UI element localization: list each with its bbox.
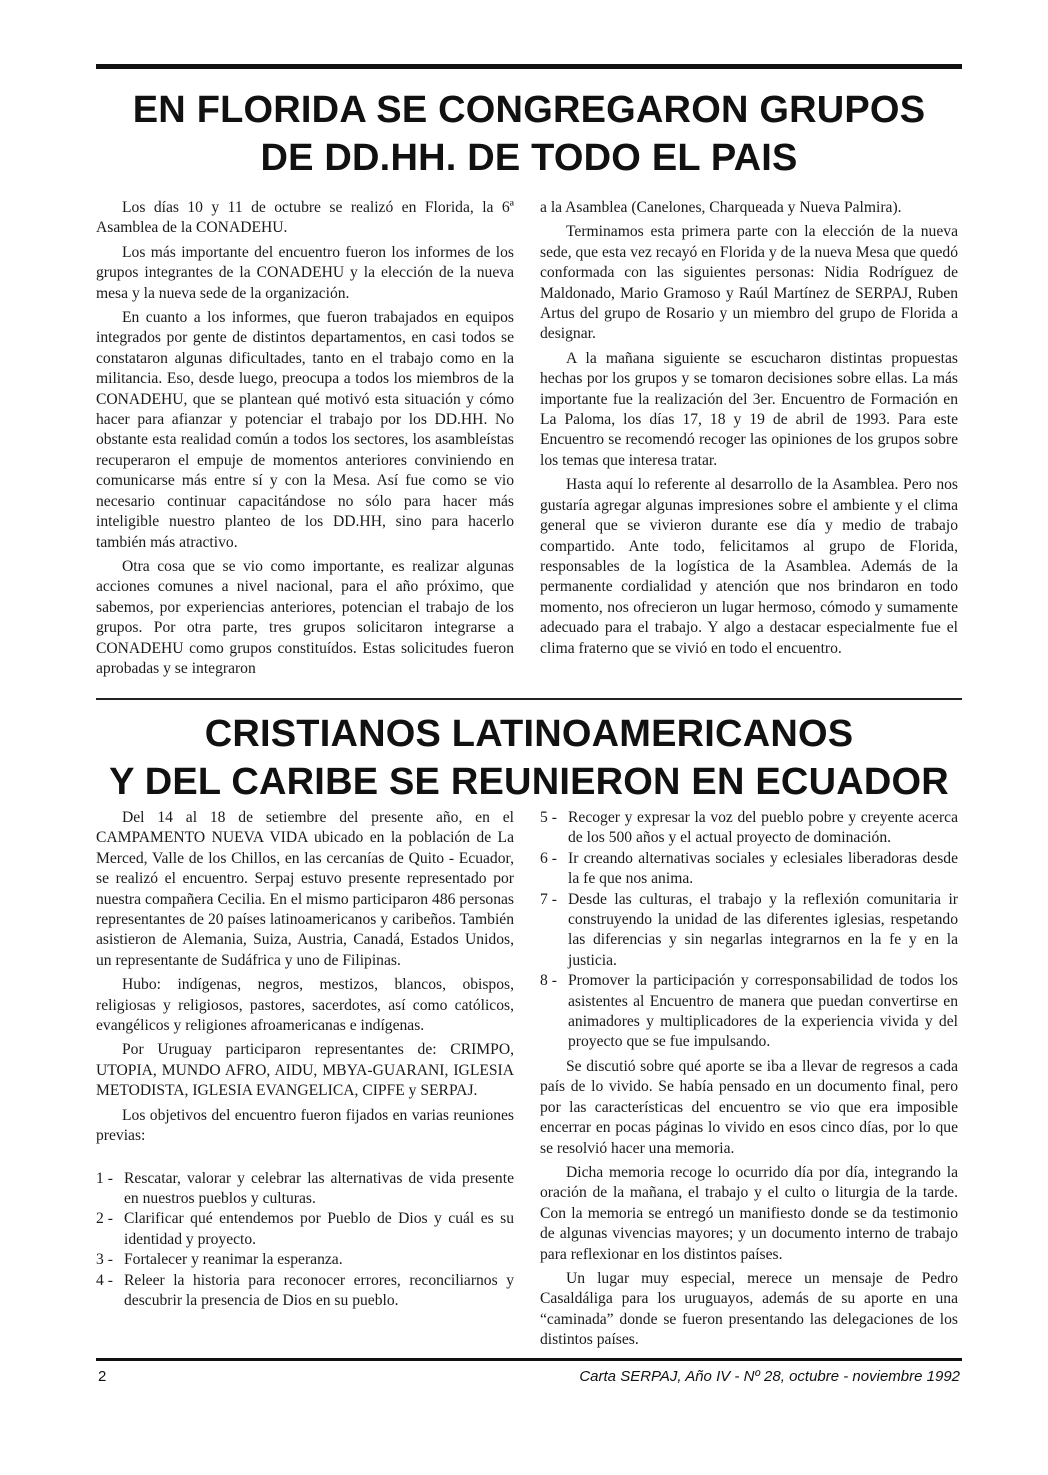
article1-title-line1: EN FLORIDA SE CONGREGARON GRUPOS xyxy=(132,89,926,131)
list-item xyxy=(540,849,958,890)
paragraph: Otra cosa que se vio como importante, es realizar algunas acciones comunes a nivel nacional, para el año próximo, que sabemos, por experiencias anteriores, potencian el trabajo de los grupos. Por otra parte, tres grupos solicitaron integrarse a CONADEHU como grupos constituídos. Estas solicitudes fueron aprobadas y se integraron xyxy=(96,557,514,677)
paragraph: Hasta aquí lo referente al desarrollo de la Asamblea. Pero nos gustaría agregar algunas impresiones sobre el ambiente y el clima general que se vivieron durante ese día y medio de trabajo compartido. Ante todo, felicitamos al grupo de Florida, responsables de la logística de la Asamblea. Además de la permanente cordialidad y atención que nos brindaron en todo momento, nos ofrecieron un lugar hermoso, cómodo y sumamente adecuado para el trabajo. Y algo a destacar especialmente fue el clima fraterno que se vivió en todo el encuentro. xyxy=(540,476,958,657)
list-item xyxy=(96,1271,514,1312)
paragraph: Dicha memoria recoge lo ocurrido día por día, integrando la oración de la mañana, el trabajo y el culto o liturgia de la tarde. Con la memoria se entregó un manifiesto donde se da testimonio de algunas vivencias mayores; y un documento interno de trabajo para reflexionar en los distintos países. xyxy=(540,1163,958,1263)
article2-title xyxy=(96,710,962,806)
article2-left-column xyxy=(96,808,514,1315)
article1-title-line2: DE DD.HH. DE TODO EL PAIS xyxy=(260,137,798,179)
paragraph: Del 14 al 18 de setiembre del presente año, en el CAMPAMENTO NUEVA VIDA ubicado en la población de La Merced, Valle de los Chillos, en las cercanías de Quito - Ecuador, se realizó el encuentro. Serpaj estuvo presente representado por nuestra compañera Cecilia. En el mismo participaron 486 personas representantes de 20 países latinoamericanos y caribeños. También asistieron de Alemania, Suiza, Austria, Canadá, Estados Unidos, un representante de Sudáfrica y uno de Filipinas. xyxy=(96,809,514,969)
paragraph: a la Asamblea (Canelones, Charqueada y Nueva Palmira). xyxy=(540,199,902,216)
paragraph: En cuanto a los informes, que fueron trabajados en equipos integrados por gente de distintos departamentos, en casi todos se constataron algunas dificultades, tanto en el trabajo como en la militancia. Eso, desde luego, preocupa a todos los miembros de la CONADEHU, que se plantean qué motivó esta situación y cómo hacer para afianzar y potenciar el trabajo por los DD.HH. No obstante esta realidad común a todos los sectores, los asambleístas recuperaron el empuje de momentos anteriores conviniendo en comunicarse más entre sí y con la Mesa. Así fue como se vio necesario continuar capacitándose no sólo para hacer más inteligible nuestro planteo de los DD.HH, sino para hacerlo también más atractivo. xyxy=(96,309,514,551)
section-divider xyxy=(96,698,962,700)
paragraph: Terminamos esta primera parte con la elección de la nueva sede, que esta vez recayó en Florida y de la nueva Mesa que quedó conformada con las siguientes personas: Nidia Rodríguez de Maldonado, Mario Gramoso y Raúl Martínez de SERPAJ, Ruben Artus del grupo de Rosario y un miembro del grupo de Florida a designar. xyxy=(540,223,958,343)
list-number: 8 - xyxy=(540,972,557,990)
list-text: Clarificar qué entendemos por Pueblo de Dios y cuál es su identidad y proyecto. xyxy=(124,1210,514,1248)
list-item xyxy=(96,1250,514,1270)
list-number: 3 - xyxy=(96,1251,113,1269)
article1-title xyxy=(96,86,962,182)
publication-info: Carta SERPAJ, Año IV - Nº 28, octubre - noviembre 1992 xyxy=(579,1368,960,1385)
paragraph: Los objetivos del encuentro fueron fijados en varias reuniones previas: xyxy=(96,1106,514,1145)
list-number: 2 - xyxy=(96,1210,113,1228)
objectives-list-left xyxy=(96,1169,514,1312)
list-number: 7 - xyxy=(540,890,557,908)
list-item xyxy=(540,890,958,972)
article1-left-column xyxy=(96,198,514,683)
list-item xyxy=(96,1209,514,1250)
list-item xyxy=(540,971,958,1053)
list-number: 4 - xyxy=(96,1271,113,1289)
list-number: 1 - xyxy=(96,1169,113,1187)
list-text: Promover la participación y corresponsabilidad de todos los asistentes al Encuentro de manera que puedan convertirse en animadores y multiplicadores de la experiencia vivida y del proyecto que se fue impulsando. xyxy=(568,972,958,1051)
list-text: Releer la historia para reconocer errores, reconciliarnos y descubrir la presencia de Dios en su pueblo. xyxy=(124,1271,514,1309)
list-text: Desde las culturas, el trabajo y la reflexión comunitaria ir construyendo la unidad de las diferentes iglesias, respetando las diferencias y sin negarlas integrarnos en la fe y en la justicia. xyxy=(568,890,958,969)
paragraph: Se discutió sobre qué aporte se iba a llevar de regresos a cada país de lo vivido. Se había pensado en un documento final, pero por las características del encuentro se vio que era imposible encerrar en pocas páginas lo vivido en esos cinco días, por lo que se resolvió hacer una memoria. xyxy=(540,1057,958,1157)
objectives-list-right xyxy=(540,808,958,1053)
list-text: Recoger y expresar la voz del pueblo pobre y creyente acerca de los 500 años y el actual proyecto de dominación. xyxy=(568,809,958,847)
page-number: 2 xyxy=(98,1368,107,1385)
paragraph: Hubo: indígenas, negros, mestizos, blancos, obispos, religiosas y religiosos, pastores, sacerdotes, así como católicos, evangélicos y religiones afroamericanas e indígenas. xyxy=(96,976,514,1035)
top-rule xyxy=(96,64,962,69)
list-item xyxy=(540,808,958,849)
list-item xyxy=(96,1169,514,1210)
paragraph: Los más importante del encuentro fueron los informes de los grupos integrantes de la CONADEHU y la elección de la nueva mesa y la nueva sede de la organización. xyxy=(96,243,514,302)
article2-right-column xyxy=(540,808,958,1355)
paragraph: Un lugar muy especial, merece un mensaje de Pedro Casaldáliga para los uruguayos, además de su aporte en una “caminada” donde se fueron presentando las delegaciones de los distintos países. xyxy=(540,1269,958,1349)
list-text: Ir creando alternativas sociales y eclesiales liberadoras desde la fe que nos anima. xyxy=(568,849,958,888)
list-text: Rescatar, valorar y celebrar las alternativas de vida presente en nuestros pueblos y culturas. xyxy=(124,1169,514,1207)
list-text: Fortalecer y reanimar la esperanza. xyxy=(124,1251,343,1269)
article2-title-line1: CRISTIANOS LATINOAMERICANOS xyxy=(204,713,854,755)
article1-right-column xyxy=(540,198,958,663)
paragraph: A la mañana siguiente se escucharon distintas propuestas hechas por los grupos y se tomaron decisiones sobre ellas. La más importante fue la realización del 3er. Encuentro de Formación en La Paloma, los días 17, 18 y 19 de abril de 1993. Para este Encuentro se recomendó recoger las opiniones de los grupos sobre los temas que interesa tratar. xyxy=(540,349,958,469)
list-number: 6 - xyxy=(540,849,557,867)
list-number: 5 - xyxy=(540,809,557,826)
footer-rule xyxy=(96,1358,962,1361)
paragraph: Los días 10 y 11 de octubre se realizó en Florida, la 6ª Asamblea de la CONADEHU. xyxy=(96,199,514,237)
article2-title-line2: Y DEL CARIBE SE REUNIERON EN ECUADOR xyxy=(109,761,949,803)
paragraph: Por Uruguay participaron representantes de: CRIMPO, UTOPIA, MUNDO AFRO, AIDU, MBYA-GUARANI, IGLESIA METODISTA, IGLESIA EVANGELICA, CIPFE y SERPAJ. xyxy=(96,1041,514,1100)
